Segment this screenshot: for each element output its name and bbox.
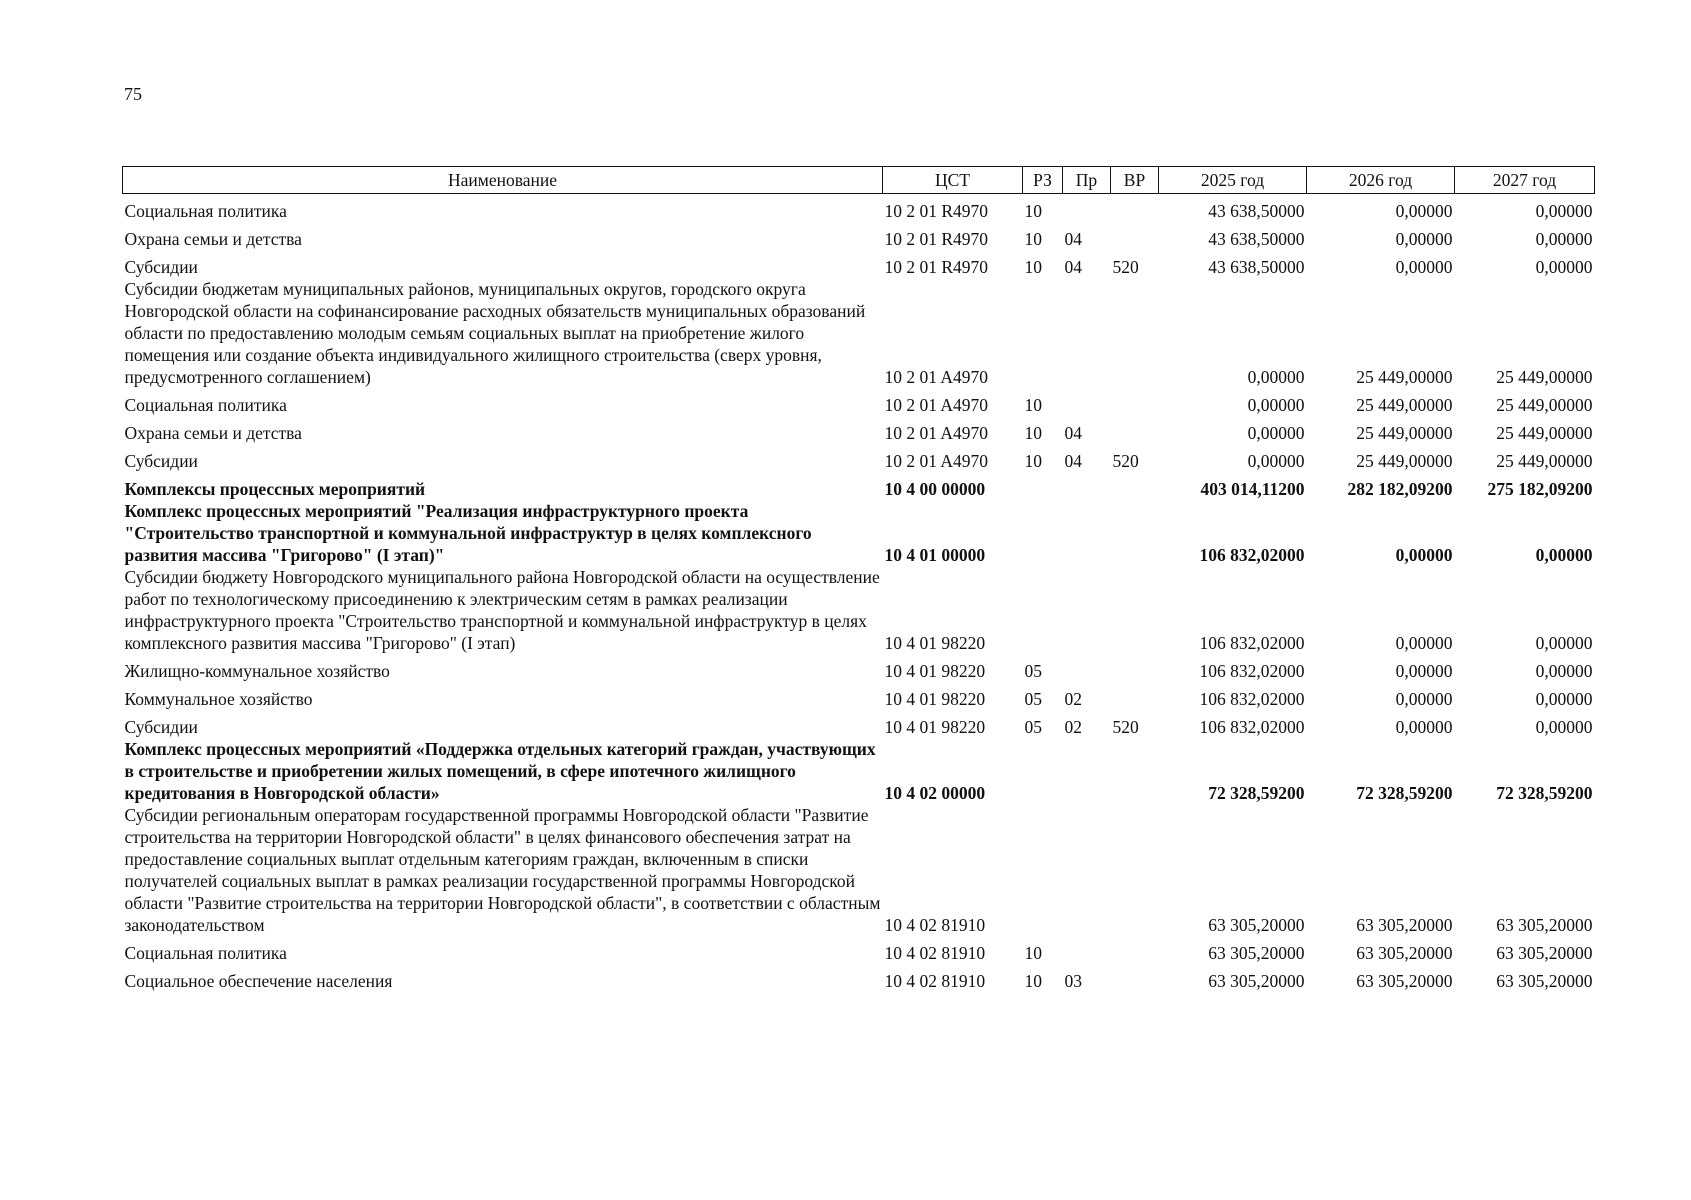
cell-name: Охрана семьи и детства [124, 229, 302, 249]
cell-2026: 282 182,09200 [1347, 479, 1453, 499]
header-2026: 2026 год [1307, 167, 1455, 194]
cell-2027: 63 305,20000 [1496, 915, 1593, 935]
cell-2026: 0,00000 [1395, 229, 1453, 249]
cell-rz [1023, 278, 1063, 388]
cell-cst: 10 2 01 A4970 [884, 423, 989, 443]
cell-pr [1063, 194, 1111, 223]
cell-name: Субсидии бюджету Новгородского муниципального района Новгородской области на осуществление работ по технологическому присоединению к электрическим сетям в рамках реализации инфраструктурного проекта "Строительство транспортной и коммунальной инфраструктур в целях комплексного развития массива "Григорово" (I этап) [124, 567, 880, 653]
cell-2026: 0,00000 [1395, 633, 1453, 653]
table-row [123, 710, 1595, 738]
cell-rz [1023, 500, 1063, 566]
cell-cst: 10 2 01 R4970 [884, 229, 989, 249]
table-row [123, 472, 1595, 500]
cell-vr [1111, 566, 1159, 654]
cell-2027: 0,00000 [1535, 661, 1593, 681]
cell-vr: 520 [1112, 257, 1139, 277]
cell-pr [1063, 936, 1111, 964]
cell-rz: 05 [1024, 689, 1042, 709]
cell-vr [1111, 936, 1159, 964]
cell-cst: 10 2 01 R4970 [884, 257, 989, 277]
table-row [123, 964, 1595, 992]
cell-2026: 63 305,20000 [1356, 971, 1453, 991]
cell-vr [1111, 654, 1159, 682]
budget-table [122, 166, 1595, 992]
cell-pr [1063, 388, 1111, 416]
cell-2025: 106 832,02000 [1199, 717, 1305, 737]
cell-2026: 72 328,59200 [1356, 783, 1453, 803]
table-row [123, 444, 1595, 472]
cell-2025: 43 638,50000 [1208, 201, 1305, 221]
cell-2027: 0,00000 [1535, 257, 1593, 277]
cell-cst: 10 4 02 81910 [884, 971, 986, 991]
header-cst: ЦСТ [883, 167, 1023, 194]
cell-2025: 72 328,59200 [1208, 783, 1305, 803]
cell-cst: 10 4 02 00000 [884, 783, 986, 803]
cell-pr [1063, 472, 1111, 500]
cell-name: Субсидии региональным операторам государственной программы Новгородской области "Развитие строительства на территории Новгородской области" в целях финансового обеспечения затрат на предоставление социальных выплат отдельным категориям граждан, включенным в списки получателей социальных выплат в рамках реализации государственной программы Новгородской области "Развитие строительства на территории Новгородской области", в соответствии с областным законодательством [124, 805, 881, 935]
cell-2026: 0,00000 [1395, 689, 1453, 709]
cell-2025: 0,00000 [1247, 423, 1305, 443]
cell-2026: 25 449,00000 [1356, 423, 1453, 443]
table-row [123, 416, 1595, 444]
cell-2027: 63 305,20000 [1496, 943, 1593, 963]
table-row [123, 738, 1595, 804]
cell-vr [1111, 682, 1159, 710]
table-row [123, 500, 1595, 566]
cell-name: Социальная политика [124, 395, 287, 415]
cell-2027: 72 328,59200 [1496, 783, 1593, 803]
cell-2025: 106 832,02000 [1199, 689, 1305, 709]
cell-cst: 10 4 01 98220 [884, 661, 986, 681]
cell-2026: 0,00000 [1395, 257, 1453, 277]
cell-pr: 02 [1064, 717, 1082, 737]
cell-pr [1063, 500, 1111, 566]
cell-name: Субсидии бюджетам муниципальных районов, муниципальных округов, городского округа Новгородской области на софинансирование расходных обязательств муниципальных образований области по предоставлению молодым семьям социальных выплат на приобретение жилого помещения или создание объекта индивидуального жилищного строительства (сверх уровня, предусмотренного соглашением) [124, 279, 866, 387]
header-2025: 2025 год [1159, 167, 1307, 194]
cell-2027: 0,00000 [1535, 689, 1593, 709]
table-row [123, 566, 1595, 654]
table-row [123, 278, 1595, 388]
cell-cst: 10 4 01 00000 [884, 545, 986, 565]
cell-vr [1111, 804, 1159, 936]
cell-2027: 25 449,00000 [1496, 451, 1593, 471]
table-row [123, 388, 1595, 416]
table-row [123, 194, 1595, 223]
cell-vr: 520 [1112, 451, 1139, 471]
cell-2026: 0,00000 [1395, 201, 1453, 221]
cell-rz [1023, 566, 1063, 654]
table-header-row [123, 167, 1595, 194]
cell-2025: 63 305,20000 [1208, 971, 1305, 991]
table-row [123, 936, 1595, 964]
cell-2027: 0,00000 [1535, 717, 1593, 737]
cell-name: Комплекс процессных мероприятий «Поддержка отдельных категорий граждан, участвующих в строительстве и приобретении жилых помещений, в сфере ипотечного жилищного кредитования в Новгородской области» [124, 739, 876, 803]
cell-vr [1111, 194, 1159, 223]
cell-vr [1111, 416, 1159, 444]
cell-cst: 10 2 01 A4970 [884, 395, 989, 415]
cell-name: Охрана семьи и детства [124, 423, 302, 443]
cell-name: Жилищно-коммунальное хозяйство [124, 661, 390, 681]
cell-cst: 10 4 01 98220 [884, 717, 986, 737]
cell-2026: 63 305,20000 [1356, 943, 1453, 963]
cell-rz: 10 [1024, 201, 1042, 221]
cell-2026: 25 449,00000 [1356, 367, 1453, 387]
cell-rz: 10 [1024, 451, 1042, 471]
table-row [123, 804, 1595, 936]
cell-rz: 10 [1024, 943, 1042, 963]
cell-pr [1063, 738, 1111, 804]
cell-pr: 04 [1064, 451, 1082, 471]
cell-2026: 25 449,00000 [1356, 451, 1453, 471]
cell-rz: 05 [1024, 717, 1042, 737]
cell-rz: 05 [1024, 661, 1042, 681]
cell-2027: 0,00000 [1535, 201, 1593, 221]
cell-2026: 0,00000 [1395, 717, 1453, 737]
cell-2025: 63 305,20000 [1208, 915, 1305, 935]
cell-name: Комплекс процессных мероприятий "Реализация инфраструктурного проекта "Строительство транспортной и коммунальной инфраструктур в целях комплексного развития массива "Григорово" (I этап)" [124, 501, 812, 565]
cell-2025: 63 305,20000 [1208, 943, 1305, 963]
cell-pr: 04 [1064, 229, 1082, 249]
cell-name: Социальная политика [124, 943, 287, 963]
cell-rz: 10 [1024, 971, 1042, 991]
cell-2025: 403 014,11200 [1200, 479, 1305, 499]
cell-rz: 10 [1024, 229, 1042, 249]
cell-name: Субсидии [124, 451, 198, 471]
cell-cst: 10 4 01 98220 [884, 689, 986, 709]
cell-pr [1063, 278, 1111, 388]
cell-pr [1063, 654, 1111, 682]
cell-vr [1111, 738, 1159, 804]
cell-2027: 25 449,00000 [1496, 367, 1593, 387]
cell-name: Социальная политика [124, 201, 287, 221]
cell-vr: 520 [1112, 717, 1139, 737]
cell-2025: 0,00000 [1247, 367, 1305, 387]
header-pr: Пр [1063, 167, 1111, 194]
table-row [123, 654, 1595, 682]
table-row [123, 222, 1595, 250]
cell-2026: 63 305,20000 [1356, 915, 1453, 935]
cell-rz [1023, 738, 1063, 804]
cell-vr [1111, 388, 1159, 416]
header-2027: 2027 год [1455, 167, 1595, 194]
table-row [123, 682, 1595, 710]
cell-name: Социальное обеспечение населения [124, 971, 393, 991]
header-rz: РЗ [1023, 167, 1063, 194]
cell-pr: 04 [1064, 423, 1082, 443]
cell-2027: 0,00000 [1535, 545, 1593, 565]
cell-rz: 10 [1024, 395, 1042, 415]
cell-cst: 10 4 02 81910 [884, 915, 986, 935]
cell-vr [1111, 964, 1159, 992]
cell-vr [1111, 278, 1159, 388]
cell-2027: 0,00000 [1535, 229, 1593, 249]
cell-pr: 02 [1064, 689, 1082, 709]
cell-name: Субсидии [124, 717, 198, 737]
cell-2026: 0,00000 [1395, 661, 1453, 681]
cell-2025: 0,00000 [1247, 451, 1305, 471]
cell-2025: 0,00000 [1247, 395, 1305, 415]
cell-rz: 10 [1024, 423, 1042, 443]
cell-vr [1111, 222, 1159, 250]
cell-cst: 10 2 01 R4970 [884, 201, 989, 221]
cell-cst: 10 2 01 A4970 [884, 367, 989, 387]
cell-cst: 10 2 01 A4970 [884, 451, 989, 471]
cell-name: Коммунальное хозяйство [124, 689, 313, 709]
cell-rz [1023, 804, 1063, 936]
cell-2025: 43 638,50000 [1208, 257, 1305, 277]
header-name: Наименование [123, 167, 883, 194]
cell-2025: 106 832,02000 [1199, 633, 1305, 653]
cell-2027: 63 305,20000 [1496, 971, 1593, 991]
cell-2027: 275 182,09200 [1487, 479, 1593, 499]
cell-2026: 0,00000 [1395, 545, 1453, 565]
cell-2025: 106 832,02000 [1199, 545, 1305, 565]
cell-pr: 03 [1064, 971, 1082, 991]
cell-2027: 0,00000 [1535, 633, 1593, 653]
cell-pr: 04 [1064, 257, 1082, 277]
header-vr: ВР [1111, 167, 1159, 194]
cell-vr [1111, 500, 1159, 566]
cell-2026: 25 449,00000 [1356, 395, 1453, 415]
cell-pr [1063, 804, 1111, 936]
cell-vr [1111, 472, 1159, 500]
cell-cst: 10 4 02 81910 [884, 943, 986, 963]
cell-2025: 43 638,50000 [1208, 229, 1305, 249]
cell-name: Субсидии [124, 257, 198, 277]
cell-2025: 106 832,02000 [1199, 661, 1305, 681]
table-row [123, 250, 1595, 278]
cell-2027: 25 449,00000 [1496, 395, 1593, 415]
cell-name: Комплексы процессных мероприятий [124, 479, 426, 499]
cell-rz: 10 [1024, 257, 1042, 277]
cell-rz [1023, 472, 1063, 500]
page-number: 75 [124, 84, 142, 104]
cell-2027: 25 449,00000 [1496, 423, 1593, 443]
cell-cst: 10 4 01 98220 [884, 633, 986, 653]
cell-pr [1063, 566, 1111, 654]
cell-cst: 10 4 00 00000 [884, 479, 986, 499]
table-body [123, 194, 1595, 993]
